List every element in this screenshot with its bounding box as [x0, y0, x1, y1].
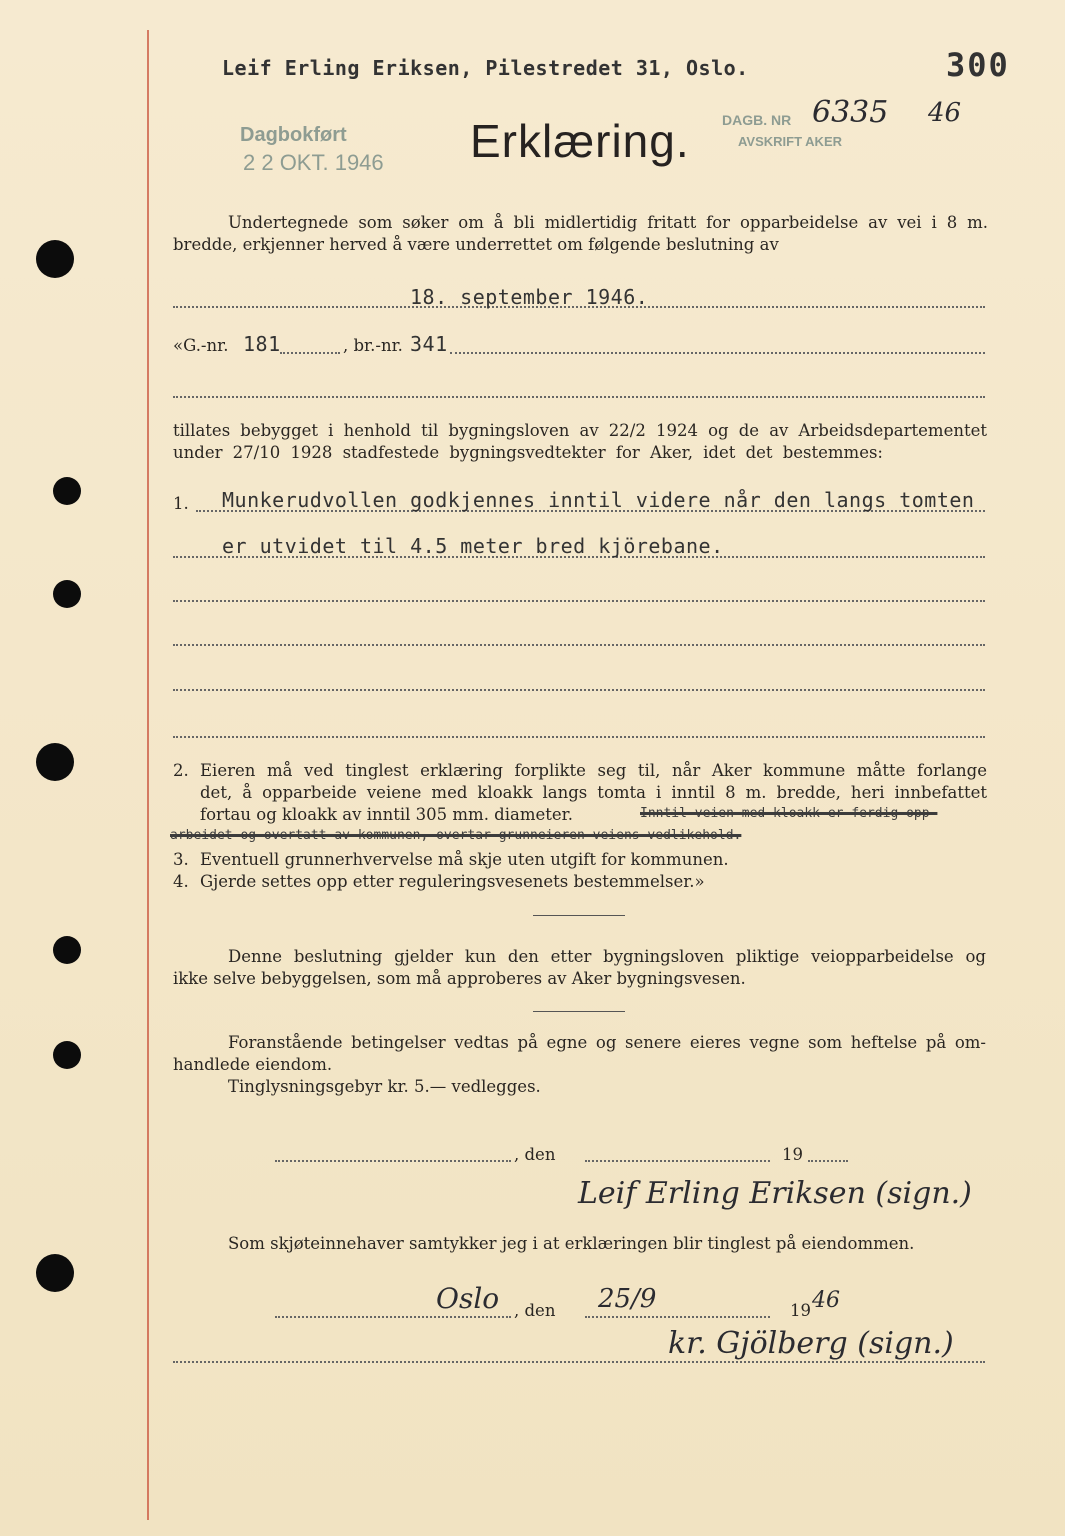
intro-line-1: Undertegnede som søker om å bli midlertidig fritatt for opparbeidelse av vei i 8 m. — [228, 213, 988, 232]
punch-hole — [36, 240, 74, 278]
scope-line-1: Denne beslutning gjelder kun den etter bygningsloven pliktige veiopparbeidelse og — [228, 947, 986, 966]
place-dotted-line — [275, 1316, 511, 1318]
place-dotted-line — [275, 1160, 511, 1162]
gnr-value: 181 — [243, 332, 281, 356]
signature-dotted-line — [173, 1361, 985, 1363]
document-title: Erklæring. — [470, 115, 690, 167]
intro-line-2: bredde, erkjenner herved å være underrettet om følgende beslutning av — [173, 235, 779, 254]
blank-dotted-line — [173, 689, 985, 691]
condition-3-number: 3. — [173, 850, 189, 869]
punch-hole — [53, 936, 81, 964]
signature-eriksen: Leif Erling Eriksen (sign.) — [578, 1176, 972, 1211]
punch-hole — [53, 580, 81, 608]
bnr-dotted-line — [450, 352, 985, 354]
dagbokfort-stamp-label: Dagbokført — [240, 124, 347, 146]
condition-1-line-1: Munkerudvollen godkjennes inntil videre når den langs tomten — [222, 488, 975, 512]
signature-date: 25/9 — [598, 1284, 657, 1314]
permit-line-2: under 27/10 1928 stadfestede bygningsvedtekter for Aker, idet det bestemmes: — [173, 443, 883, 462]
section-divider — [533, 1011, 625, 1012]
condition-2-line-2: det, å opparbeide veiene med kloakk langs tomta i inntil 8 m. bredde, heri innbefattet — [200, 783, 987, 802]
condition-1-number: 1. — [173, 494, 189, 513]
blank-dotted-line — [173, 736, 985, 738]
dagb-year-handwritten: 46 — [928, 98, 962, 128]
margin-line — [147, 30, 149, 1520]
page-number: 300 — [946, 46, 1010, 84]
date-dotted-line — [585, 1316, 770, 1318]
encumbrance-line-1: Foranstående betingelser vedtas på egne og senere eieres vegne som heftelse på om- — [228, 1033, 986, 1052]
condition-2-struck-2: arbeidet og overtatt av kommunen, overtar grunneieren veiens vedlikehold. — [170, 828, 742, 843]
condition-1-line-2: er utvidet til 4.5 meter bred kjörebane. — [222, 534, 724, 558]
signature-gjolberg: kr. Gjölberg (sign.) — [668, 1326, 954, 1361]
bnr-label: , br.-nr. — [343, 336, 403, 355]
date-dotted-line — [585, 1160, 770, 1162]
avskrift-aker-stamp: AVSKRIFT AKER — [738, 134, 842, 149]
den-label: , den — [514, 1301, 556, 1320]
punch-hole — [36, 743, 74, 781]
condition-2-line-1: Eieren må ved tinglest erklæring forplikte seg til, når Aker kommune måtte forlange — [200, 761, 987, 780]
dagbokfort-stamp-date: 2 2 OKT. 1946 — [243, 150, 384, 175]
blank-dotted-line — [173, 644, 985, 646]
condition-3-text: Eventuell grunnerhvervelse må skje uten utgift for kommunen. — [200, 850, 729, 869]
section-divider — [533, 915, 625, 916]
scope-line-2: ikke selve bebyggelsen, som må approberes av Aker bygningsvesen. — [173, 969, 746, 988]
gnr-label: «G.-nr. — [173, 336, 229, 355]
decision-date: 18. september 1946. — [410, 285, 649, 309]
permit-line-1: tillates bebygget i henhold til bygningsloven av 22/2 1924 og de av Arbeidsdepartementet — [173, 421, 987, 440]
condition-2-number: 2. — [173, 761, 189, 780]
condition-2-line-3: fortau og kloakk av inntil 305 mm. diameter. — [200, 805, 573, 824]
dagb-nr-label: DAGB. NR — [722, 112, 792, 128]
dagb-nr-handwritten: 6335 — [812, 95, 889, 130]
year-suffix: 46 — [812, 1288, 840, 1313]
punch-hole — [53, 477, 81, 505]
punch-hole — [53, 1041, 81, 1069]
punch-hole — [36, 1254, 74, 1292]
fee-note: Tinglysningsgebyr kr. 5.— vedlegges. — [228, 1077, 541, 1096]
condition-4-text: Gjerde settes opp etter reguleringsvesenets bestemmelser.» — [200, 872, 705, 891]
signature-place: Oslo — [436, 1282, 500, 1315]
consent-text: Som skjøteinnehaver samtykker jeg i at erklæringen blir tinglest på eiendommen. — [228, 1234, 915, 1253]
sender-address: Leif Erling Eriksen, Pilestredet 31, Oslo. — [222, 56, 749, 80]
blank-dotted-line — [173, 396, 985, 398]
encumbrance-line-2: handlede eiendom. — [173, 1055, 333, 1074]
condition-2-struck-1: Inntil veien med kloakk er ferdig opp- — [640, 806, 938, 821]
condition-4-number: 4. — [173, 872, 189, 891]
blank-dotted-line — [173, 600, 985, 602]
year-prefix: 19 — [790, 1301, 811, 1320]
gnr-dotted-line — [280, 352, 340, 354]
bnr-value: 341 — [410, 332, 448, 356]
year-dotted-line — [808, 1160, 848, 1162]
year-prefix: 19 — [782, 1145, 803, 1164]
den-label: , den — [514, 1145, 556, 1164]
